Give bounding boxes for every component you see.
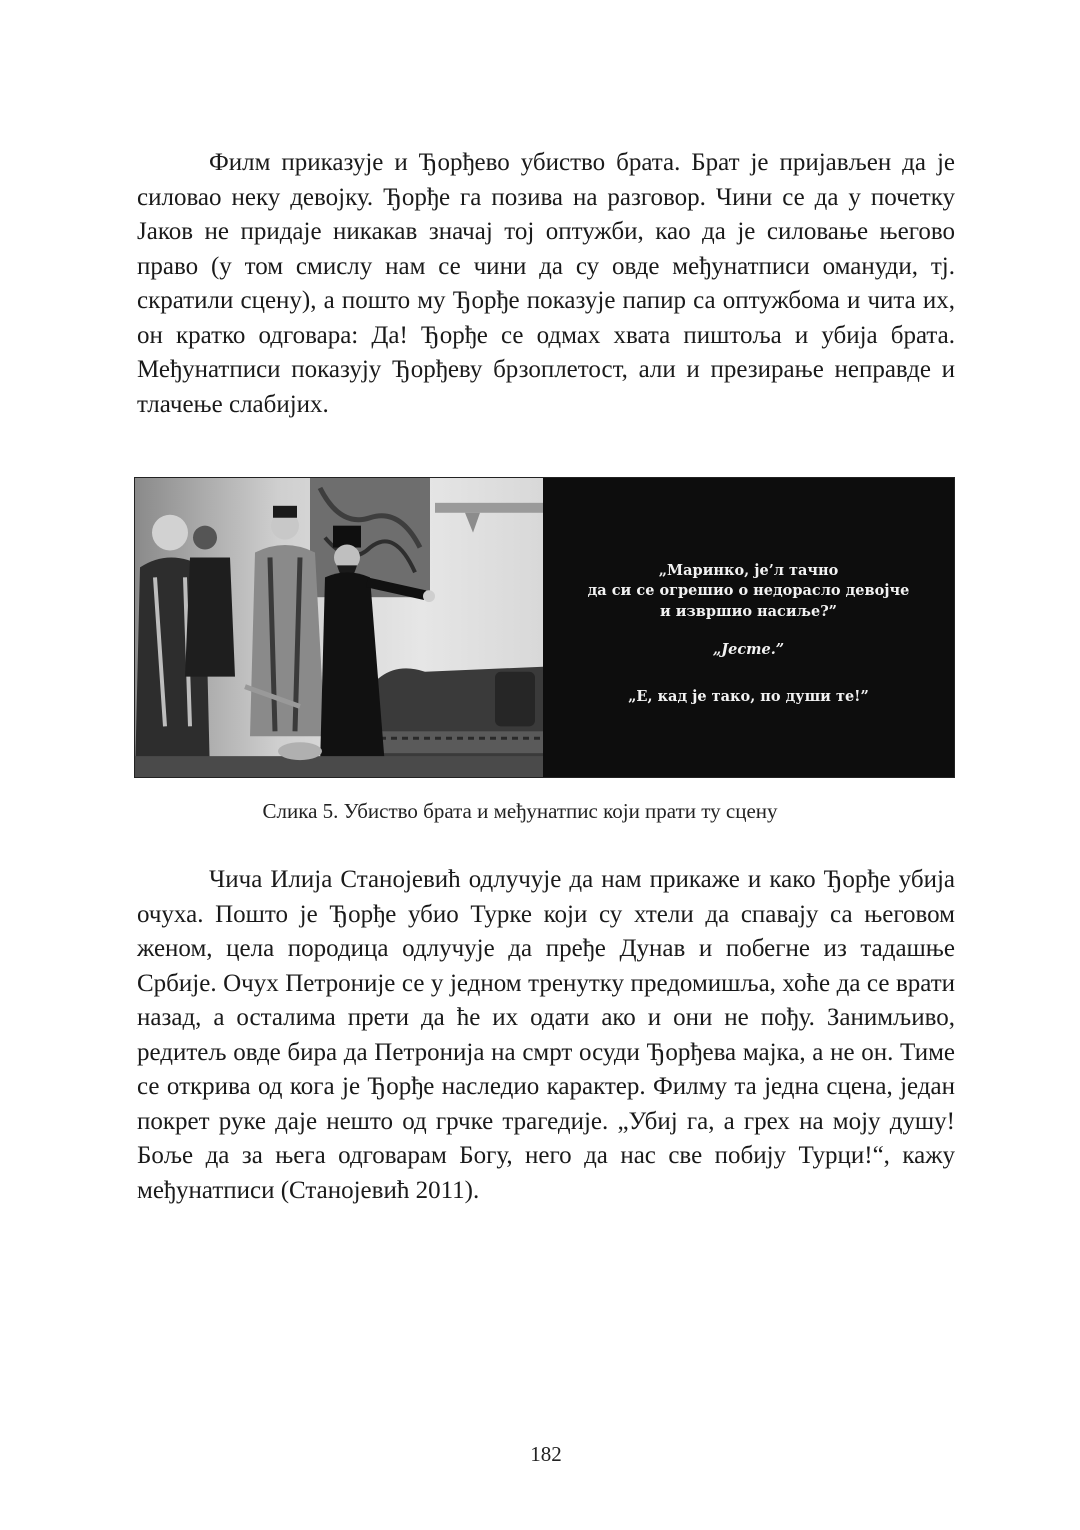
intertitle-line: „Jесте.” (712, 641, 785, 658)
intertitle-line: „Е, кад је тако, по души те!” (628, 688, 869, 705)
intertitle-line: и извршио насиље?” (659, 603, 838, 620)
intertitle-line: „Маринко, је’л тачно (658, 562, 839, 579)
intertitle-line: да си се огрешио о недорасло девојче (587, 582, 910, 599)
intertitle-card (543, 478, 954, 777)
body-paragraph-1: Филм приказује и Ђорђево убиство брата. Брат је пријављен да је силовао неку девојку. Ђорђе га позива на разговор. Чини се да у почетку Јаков не придаје никакав значај тој оптужби, као да је силовање његово право (у том смислу нам се чини да су овде међунатписи омануди, тј. скратили сцену), а пошто му Ђорђе показује папир са оптужбома и чита их, он кратко одговара: Да! Ђорђе се одмах хвата пиштоља и убија брата. Међунатписи показују Ђорђеву брзоплетост, али и презирање неправде и тлачење слабијих. (137, 149, 955, 418)
film-still-photo (135, 478, 543, 777)
page-number: 182 (530, 1442, 562, 1466)
figure-5 (134, 477, 955, 778)
body-paragraph-2: Чича Илија Станојевић одлучује да нам прикаже и како Ђорђе убија очуха. Пошто је Ђорђе убио Турке који су хтели да спавају са његовом женом, цела породица одлучује да пређе Дунав и побегне из тадашње Србије. Очух Петроније се у једном тренутку предомишља, хоће да се врати назад, а осталима прети да ће их одати ако и они не пођу. Занимљиво, редитељ овде бира да Петронија на смрт осуди Ђорђева мајка, а не он. Тиме се открива од кога је Ђорђе наследио карактер. Филму та једна сцена, један покрет руке даје нешто од грчке трагедије. „Убиј га, а грех на моју душу! Боље да за њега одговарам Богу, него да нас све побију Турци!“, кажу међунатписи (Станојевић 2011). (137, 866, 955, 1204)
figure-caption: Слика 5. Убиство брата и међунатпис који прати ту сцену (262, 799, 778, 823)
